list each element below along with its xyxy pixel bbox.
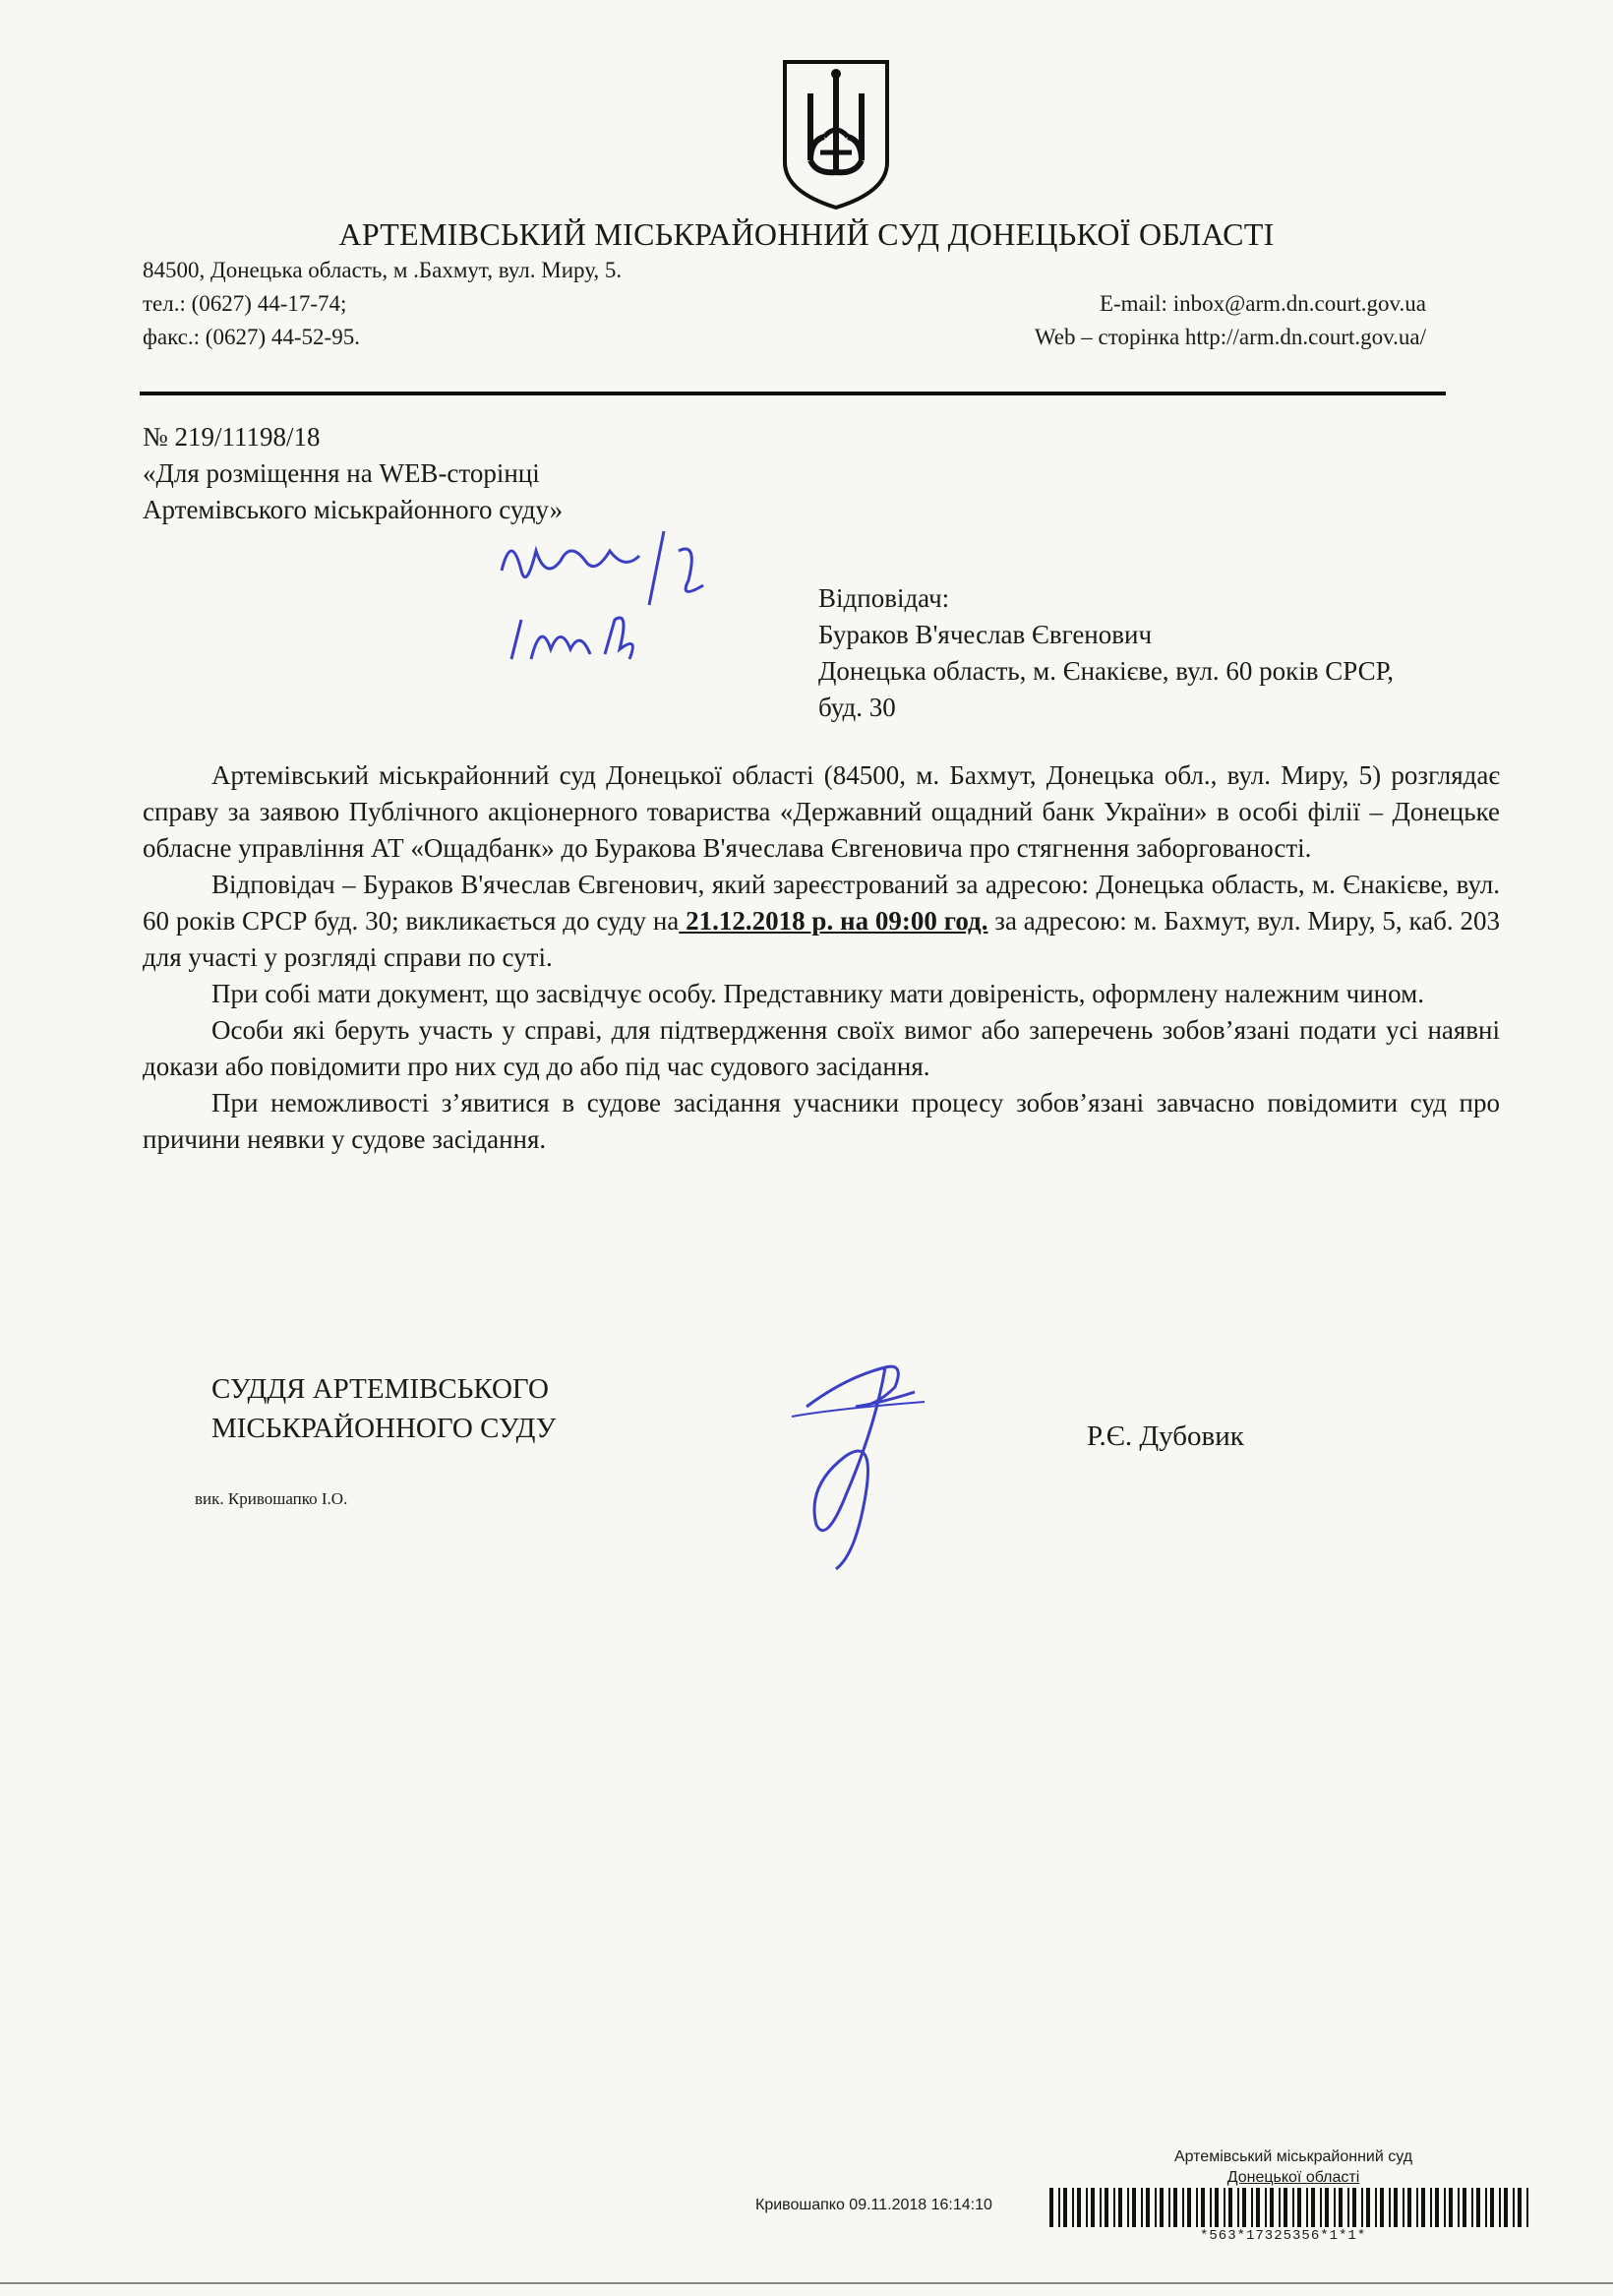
barcode-bar xyxy=(1306,2188,1308,2227)
body-paragraph-5: При неможливості з’явитися в судове засідання учасники процесу зобов’язані завчасно повідомити суд про причини неявки у судове засідання. xyxy=(143,1088,1500,1154)
barcode-bar xyxy=(1237,2188,1239,2227)
barcode xyxy=(1049,2188,1531,2227)
barcode-bar xyxy=(1215,2188,1219,2227)
barcode-bar xyxy=(1086,2188,1088,2227)
court-address: 84500, Донецька область, м .Бахмут, вул. Миру, 5. xyxy=(143,258,623,282)
barcode-bar xyxy=(1444,2188,1446,2227)
stamp-court-line1: Артемівський міськрайонний суд xyxy=(1173,2148,1413,2165)
judge-title-line1: СУДДЯ АРТЕМІВСЬКОГО xyxy=(211,1373,549,1405)
barcode-bar xyxy=(1471,2188,1473,2227)
barcode-bar xyxy=(1311,2188,1315,2227)
court-title: АРТЕМІВСЬКИЙ МІСЬКРАЙОННИЙ СУД ДОНЕЦЬКОЇ ОБЛАСТІ xyxy=(338,216,1275,252)
barcode-bar xyxy=(1435,2188,1439,2227)
handwritten-registration-mark xyxy=(492,512,767,689)
barcode-bar xyxy=(1224,2188,1225,2227)
barcode-bar xyxy=(1352,2188,1356,2227)
stamp-court-line2: Донецької області xyxy=(1226,2169,1360,2186)
addressee-address-line2: буд. 30 xyxy=(818,693,896,722)
barcode-bar xyxy=(1210,2188,1212,2227)
barcode-bar xyxy=(1518,2188,1522,2227)
barcode-bar xyxy=(1063,2188,1067,2227)
court-website: Web – сторінка http://arm.dn.court.gov.ua/ xyxy=(1034,325,1426,349)
barcode-bar xyxy=(1279,2188,1281,2227)
addressee-label: Відповідач: xyxy=(818,583,950,613)
page-bottom-edge xyxy=(0,2282,1613,2284)
barcode-bar xyxy=(1476,2188,1480,2227)
barcode-bar xyxy=(1168,2188,1170,2227)
barcode-bar xyxy=(1160,2188,1164,2227)
barcode-bar xyxy=(1242,2188,1246,2227)
clerk-timestamp: Кривошапко 09.11.2018 16:14:10 xyxy=(755,2197,992,2213)
addressee-block xyxy=(818,580,1394,726)
barcode-bar xyxy=(1485,2188,1487,2227)
barcode-bar xyxy=(1361,2188,1363,2227)
web-note-line1: «Для розміщення на WEB-сторінці xyxy=(143,458,540,488)
barcode-bar xyxy=(1141,2188,1143,2227)
barcode-bar xyxy=(1077,2188,1081,2227)
p2-text-before: Відповідач – Бураков В'ячеслав Євгенович, який зареєстрований за адресою: Донецька область, м. Єнакієве, вул. 60 років СРСР буд. 30; викликається до суду на xyxy=(143,870,1500,936)
barcode-bar xyxy=(1449,2188,1453,2227)
p2-text-after: за адресою: м. Бахмут, вул. Миру, 5, каб. 203 для участі у розгляді справи по суті. xyxy=(143,906,1500,972)
coat-of-arms-icon xyxy=(777,54,895,211)
barcode-bar xyxy=(1201,2188,1205,2227)
barcode-bar xyxy=(1251,2188,1253,2227)
barcode-bar xyxy=(1270,2188,1274,2227)
body-paragraph-4: Особи які беруть участь у справі, для підтвердження своїх вимог або заперечень зобов’язані подати усі наявні докази або повідомити про них суд до або під час судового засідання. xyxy=(143,1015,1500,1081)
barcode-number: *563*17325356*1*1* xyxy=(1200,2228,1367,2244)
court-phone: тел.: (0627) 44-17-74; xyxy=(143,291,347,316)
barcode-bar xyxy=(1100,2188,1102,2227)
executor-note: вик. Кривошапко І.О. xyxy=(195,1489,348,1508)
barcode-bar xyxy=(1504,2188,1508,2227)
court-fax: факс.: (0627) 44-52-95. xyxy=(143,325,360,349)
barcode-bar xyxy=(1490,2188,1494,2227)
barcode-bar xyxy=(1118,2188,1122,2227)
barcode-bar xyxy=(1463,2188,1466,2227)
barcode-bar xyxy=(1339,2188,1343,2227)
barcode-bar xyxy=(1182,2188,1184,2227)
contact-block-right xyxy=(1035,287,1426,354)
barcode-bar xyxy=(1072,2188,1074,2227)
barcode-bar xyxy=(1105,2188,1108,2227)
judge-title-line2: МІСЬКРАЙОННОГО СУДУ xyxy=(211,1413,557,1444)
barcode-bar xyxy=(1196,2188,1198,2227)
barcode-bar xyxy=(1380,2188,1384,2227)
barcode-bar xyxy=(1228,2188,1232,2227)
body-paragraph-2 xyxy=(143,867,1500,976)
judge-signature xyxy=(787,1348,944,1574)
body-paragraph-3: При собі мати документ, що засвідчує особу. Представнику мати довіреність, оформлену належним чином. xyxy=(211,979,1424,1008)
barcode-bar xyxy=(1058,2188,1060,2227)
barcode-bar xyxy=(1403,2188,1404,2227)
barcode-bar xyxy=(1284,2188,1287,2227)
barcode-bar xyxy=(1389,2188,1391,2227)
barcode-bar xyxy=(1256,2188,1260,2227)
barcode-bar xyxy=(1292,2188,1294,2227)
hearing-datetime: 21.12.2018 р. на 09:00 год. xyxy=(679,906,988,936)
registry-stamp xyxy=(1146,2146,1441,2188)
barcode-bar xyxy=(1320,2188,1322,2227)
barcode-bar xyxy=(1265,2188,1267,2227)
barcode-bar xyxy=(1155,2188,1157,2227)
barcode-bar xyxy=(1091,2188,1095,2227)
judge-name: Р.Є. Дубовик xyxy=(1087,1420,1244,1452)
barcode-bar xyxy=(1325,2188,1329,2227)
barcode-bar xyxy=(1187,2188,1191,2227)
barcode-bar xyxy=(1526,2188,1528,2227)
barcode-bar xyxy=(1334,2188,1336,2227)
header-divider xyxy=(140,392,1446,395)
barcode-bar xyxy=(1049,2188,1053,2227)
addressee-address-line1: Донецька область, м. Єнакієве, вул. 60 років СРСР, xyxy=(818,656,1395,686)
barcode-bar xyxy=(1297,2188,1301,2227)
barcode-bar xyxy=(1394,2188,1398,2227)
barcode-bar xyxy=(1430,2188,1432,2227)
court-email: E-mail: inbox@arm.dn.court.gov.ua xyxy=(1099,291,1426,316)
body-paragraph-1: Артемівський міськрайонний суд Донецької області (84500, м. Бахмут, Донецька обл., вул. Миру, 5) розглядає справу за заявою Публічного акціонерного товариства «Державний ощадний банк України» в особі філії – Донецьке обласне управління АТ «Ощадбанк» до Буракова В'ячеслава Євгеновича про стягнення заборгованості. xyxy=(143,760,1500,863)
barcode-bar xyxy=(1173,2188,1177,2227)
barcode-bar xyxy=(1416,2188,1418,2227)
addressee-name: Бураков В'ячеслав Євгенович xyxy=(818,620,1153,649)
summons-body xyxy=(143,757,1500,1158)
barcode-bar xyxy=(1132,2188,1136,2227)
barcode-bar xyxy=(1499,2188,1501,2227)
barcode-bar xyxy=(1458,2188,1460,2227)
barcode-bar xyxy=(1146,2188,1150,2227)
barcode-bar xyxy=(1375,2188,1377,2227)
barcode-bar xyxy=(1366,2188,1370,2227)
barcode-bar xyxy=(1513,2188,1515,2227)
web-note-line2: Артемівського міськрайонного суду» xyxy=(143,495,564,524)
barcode-bar xyxy=(1421,2188,1425,2227)
case-number: № 219/11198/18 xyxy=(143,422,321,452)
barcode-bar xyxy=(1113,2188,1115,2227)
barcode-bar xyxy=(1127,2188,1129,2227)
barcode-bar xyxy=(1347,2188,1349,2227)
contact-block-left xyxy=(143,254,622,354)
barcode-bar xyxy=(1407,2188,1411,2227)
judge-title xyxy=(211,1369,556,1448)
